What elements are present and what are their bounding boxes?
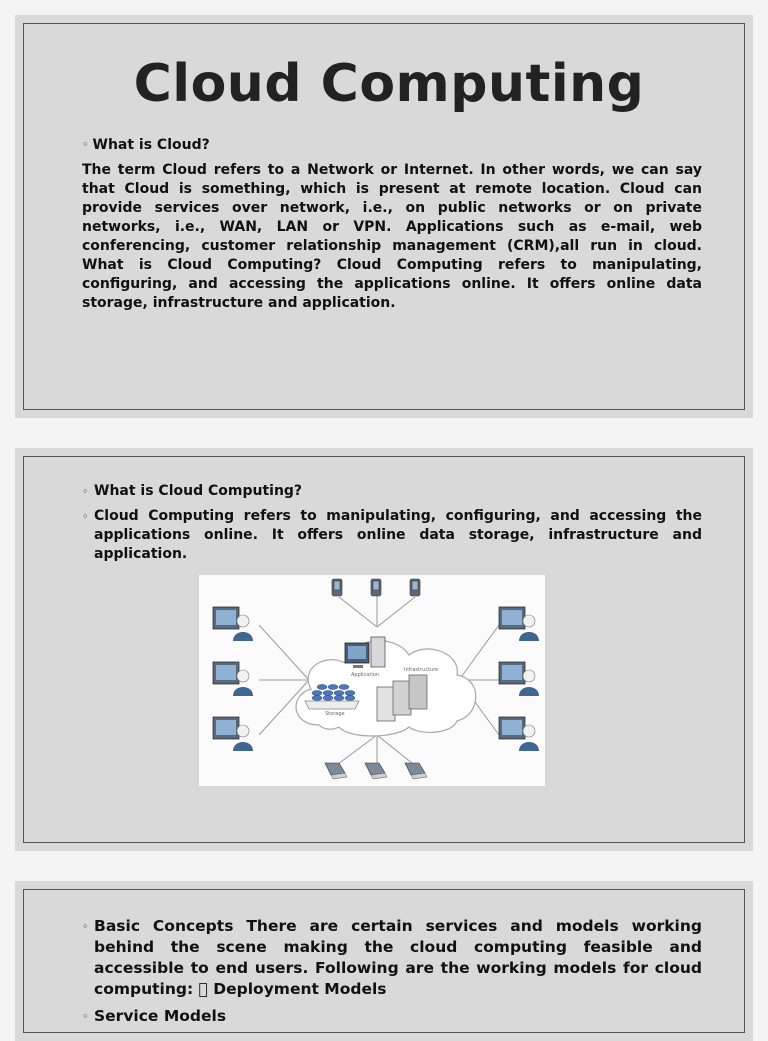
user-workstation-icon	[499, 662, 539, 696]
bullet-what-is-cloud-computing	[82, 482, 702, 501]
slide-2-content	[82, 482, 702, 564]
slide-1-border	[23, 23, 745, 410]
storage-label: Storage	[325, 711, 345, 717]
bullet-basic-concepts	[82, 916, 702, 1000]
mobile-phones-top	[332, 579, 420, 596]
phone-icon	[371, 579, 381, 596]
users-left	[213, 607, 253, 751]
bullet-label: Service Models	[94, 1007, 227, 1025]
cloud-computing-diagram	[199, 575, 545, 786]
infrastructure-label: Infrastructure	[404, 667, 439, 673]
user-workstation-icon	[213, 662, 253, 696]
users-right	[499, 607, 539, 751]
bullet-icon: ◦	[82, 485, 89, 498]
slide-3	[15, 881, 753, 1041]
application-label: Application	[351, 672, 379, 678]
slide-title: Cloud Computing	[133, 54, 645, 114]
laptop-icon	[405, 763, 427, 779]
bullet-label: Basic Concepts There are certain services and models working behind the scene making the cloud computing feasible and accessible to end users. Following are the working models for cloud computing: Deployment Models	[94, 917, 702, 998]
slide-2-border	[23, 456, 745, 843]
user-workstation-icon	[213, 717, 253, 751]
cloud-definition-paragraph: The term Cloud refers to a Network or Internet. In other words, we can say that Cloud is something, which is present at remote location. Cloud can provide services over network, i.e., on public networks or on private networks, i.e., WAN, LAN or VPN. Applications such as e-mail, web conferencing, customer relationship management (CRM),all run in cloud. What is Cloud Computing? Cloud Computing refers to manipulating, configuring, and accessing the applications online. It offers online data storage, infrastructure and application.	[82, 162, 702, 311]
bullet-icon: ◦	[82, 920, 89, 933]
application-server-icon	[345, 637, 385, 668]
bullet-cloud-computing-definition	[82, 507, 702, 564]
bullet-label: Cloud Computing refers to manipulating, configuring, and accessing the applications online. It offers online data storage, infrastructure and application.	[94, 508, 702, 562]
slide-3-border	[23, 889, 745, 1033]
bullet-what-is-cloud	[82, 136, 702, 155]
user-workstation-icon	[499, 717, 539, 751]
slide-2	[15, 448, 753, 851]
slide-3-content	[82, 916, 702, 1027]
user-workstation-icon	[213, 607, 253, 641]
phone-icon	[410, 579, 420, 596]
bullet-icon: ◦	[82, 510, 89, 523]
phone-icon	[332, 579, 342, 596]
bullet-icon: ◦	[82, 1010, 89, 1023]
bullet-icon: ◦	[82, 138, 89, 151]
laptop-icon	[365, 763, 387, 779]
slide-1-content	[82, 136, 702, 313]
bullet-label: What is Cloud Computing?	[94, 483, 303, 499]
slide-1	[15, 15, 753, 418]
bullet-label: What is Cloud?	[92, 137, 210, 153]
laptop-icon	[325, 763, 347, 779]
laptops-bottom	[325, 763, 427, 779]
user-workstation-icon	[499, 607, 539, 641]
